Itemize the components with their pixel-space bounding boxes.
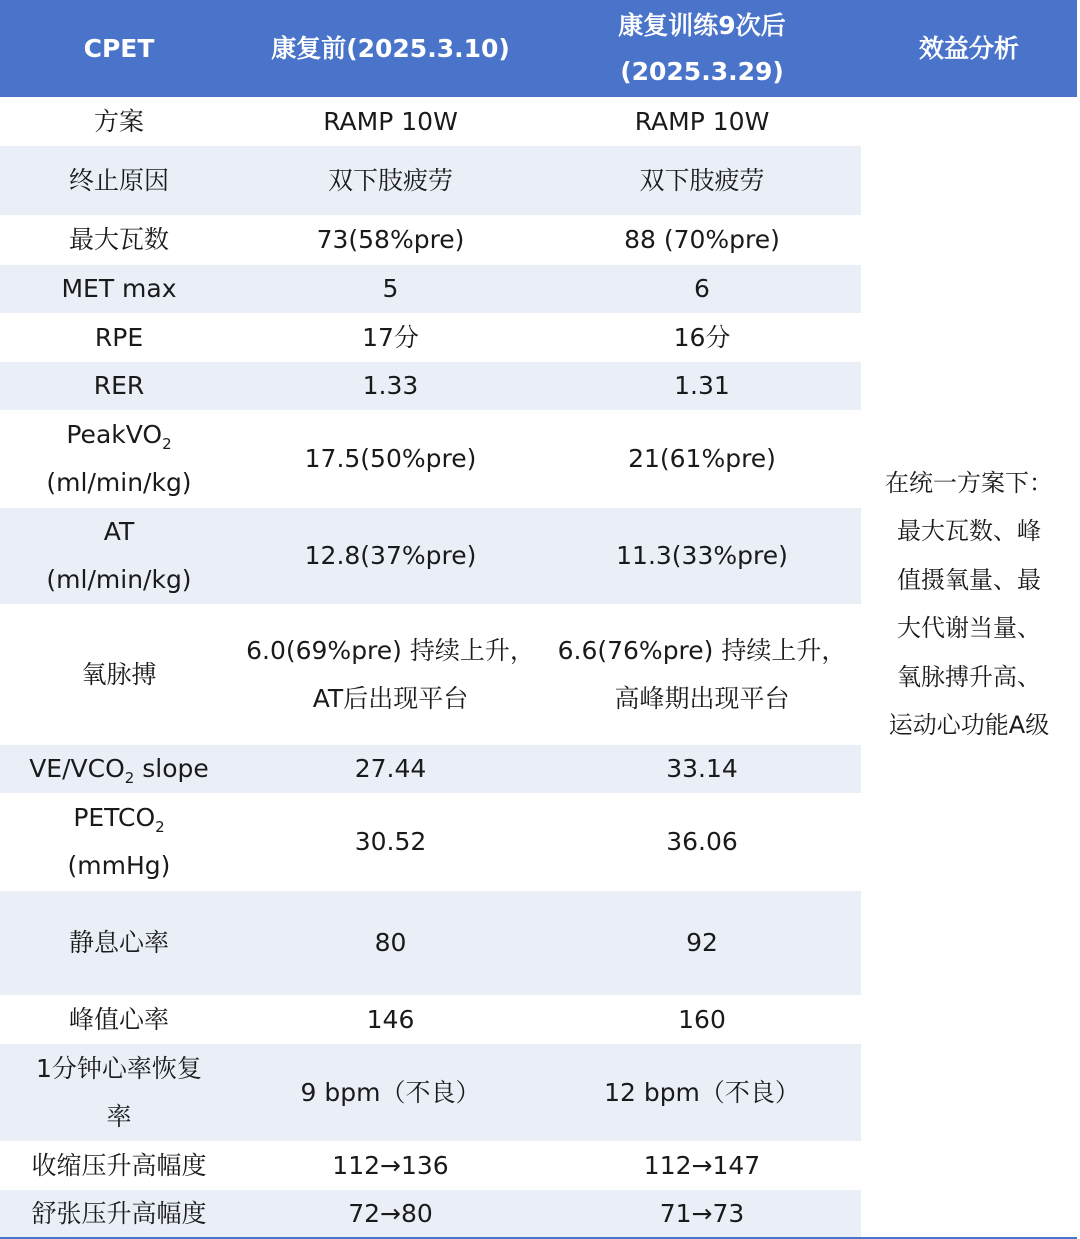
benefit-analysis-cell — [861, 97, 1077, 1237]
after-value: 36.06 — [666, 827, 738, 856]
header-after-line1: 康复训练9次后 — [618, 10, 786, 40]
row-label: RER — [93, 371, 145, 400]
after-value: 71→73 — [659, 1198, 745, 1228]
before-value: 72→80 — [348, 1198, 433, 1228]
after-value: 160 — [678, 1004, 726, 1034]
row-label: 静息心率 — [68, 928, 169, 957]
table-row — [0, 215, 861, 265]
benefit-line: 运动心功能A级 — [888, 711, 1050, 739]
before-value: 112→136 — [332, 1150, 449, 1180]
table-row — [0, 1190, 861, 1237]
row-label: RPE — [94, 322, 144, 352]
table-row — [0, 1141, 861, 1190]
before-value: 双下肢疲劳 — [327, 165, 453, 195]
benefit-line: 最大瓦数、峰 — [897, 517, 1041, 545]
before-line2: AT后出现平台 — [312, 683, 469, 713]
after-value: 112→147 — [643, 1150, 761, 1180]
table-row — [0, 891, 861, 995]
row-label: 氧脉搏 — [81, 659, 157, 689]
before-value: 146 — [366, 1004, 415, 1034]
label-main: VE/VCO — [29, 754, 125, 783]
label-tail: slope — [134, 754, 209, 783]
row-label-line1 — [66, 411, 171, 459]
benefit-analysis-text — [885, 459, 1053, 750]
row-label: 最大瓦数 — [68, 225, 169, 254]
header-benefit: 效益分析 — [918, 33, 1019, 63]
before-value: 1.33 — [362, 371, 419, 400]
row-label: 峰值心率 — [68, 1004, 169, 1034]
label-subscript: 2 — [155, 818, 165, 836]
table-row — [0, 745, 861, 793]
after-line2: 高峰期出现平台 — [614, 683, 790, 713]
before-value: 17.5(50%pre) — [304, 444, 477, 473]
label-main: PeakVO — [66, 420, 163, 449]
table-row — [0, 362, 861, 410]
before-value: 17分 — [362, 322, 419, 352]
row-label: MET max — [61, 274, 177, 303]
row-label: 舒张压升高幅度 — [31, 1198, 207, 1228]
table-header — [0, 0, 1077, 97]
before-line1: 6.0(69%pre) 持续上升， — [246, 635, 535, 665]
benefit-line: 氧脉搏升高、 — [897, 662, 1041, 691]
before-value: 5 — [382, 274, 399, 303]
row-label-line1: 1分钟心率恢复 — [36, 1053, 202, 1083]
label-main: PETCO — [73, 803, 156, 832]
table-row — [0, 265, 861, 313]
before-value: 73(58%pre) — [316, 225, 465, 254]
row-label: 终止原因 — [68, 165, 169, 195]
before-value: RAMP 10W — [323, 106, 458, 136]
after-value: 6 — [694, 274, 710, 303]
row-label — [0, 793, 238, 891]
table-row — [0, 793, 861, 891]
header-cpet: CPET — [83, 33, 155, 63]
after-line1: 6.6(76%pre) 持续上升， — [557, 635, 847, 665]
benefit-line: 大代谢当量、 — [897, 614, 1041, 642]
benefit-line: 在统一方案下： — [885, 468, 1053, 497]
row-label — [0, 1044, 238, 1141]
row-label-line2: (ml/min/kg) — [46, 468, 192, 497]
table-row — [0, 604, 861, 745]
benefit-line: 值摄氧量、最 — [897, 565, 1041, 594]
row-label: 方案 — [93, 106, 144, 136]
header-before: 康复前(2025.3.10) — [271, 33, 510, 63]
table-row — [0, 146, 861, 215]
after-value: 11.3(33%pre) — [616, 541, 788, 570]
row-label — [0, 508, 238, 604]
after-value: 33.14 — [666, 754, 738, 783]
after-value: 92 — [686, 928, 718, 957]
row-label-line1: AT — [103, 517, 135, 546]
after-value: 16分 — [673, 322, 731, 352]
row-label — [0, 745, 238, 793]
after-value: 88 (70%pre) — [624, 225, 780, 254]
table-row — [0, 995, 861, 1044]
table-row — [0, 410, 861, 508]
after-value: 1.31 — [674, 371, 730, 400]
table-row — [0, 508, 861, 604]
table-row — [0, 1044, 861, 1141]
header-after-line2: (2025.3.29) — [620, 56, 784, 86]
after-value: 21(61%pre) — [628, 444, 776, 473]
row-label-line2: (ml/min/kg) — [46, 565, 192, 594]
row-label-line2: 率 — [106, 1101, 132, 1131]
before-value: 80 — [374, 928, 407, 957]
after-value: 双下肢疲劳 — [639, 165, 765, 195]
label-subscript: 2 — [162, 435, 172, 453]
before-value — [238, 604, 543, 745]
row-label: 收缩压升高幅度 — [31, 1150, 207, 1180]
table-row — [0, 97, 861, 146]
after-value — [543, 604, 861, 745]
after-value: 12 bpm（不良） — [604, 1077, 800, 1107]
label-subscript: 2 — [124, 769, 135, 787]
header-after — [543, 0, 861, 97]
before-value: 9 bpm（不良） — [300, 1077, 481, 1107]
row-label-line1 — [73, 794, 164, 842]
before-value: 30.52 — [354, 827, 427, 856]
before-value: 12.8(37%pre) — [304, 541, 477, 570]
before-value: 27.44 — [354, 754, 427, 783]
after-value: RAMP 10W — [634, 106, 770, 136]
row-label-line2: (mmHg) — [67, 851, 171, 880]
row-label — [0, 410, 238, 508]
table-row — [0, 313, 861, 362]
